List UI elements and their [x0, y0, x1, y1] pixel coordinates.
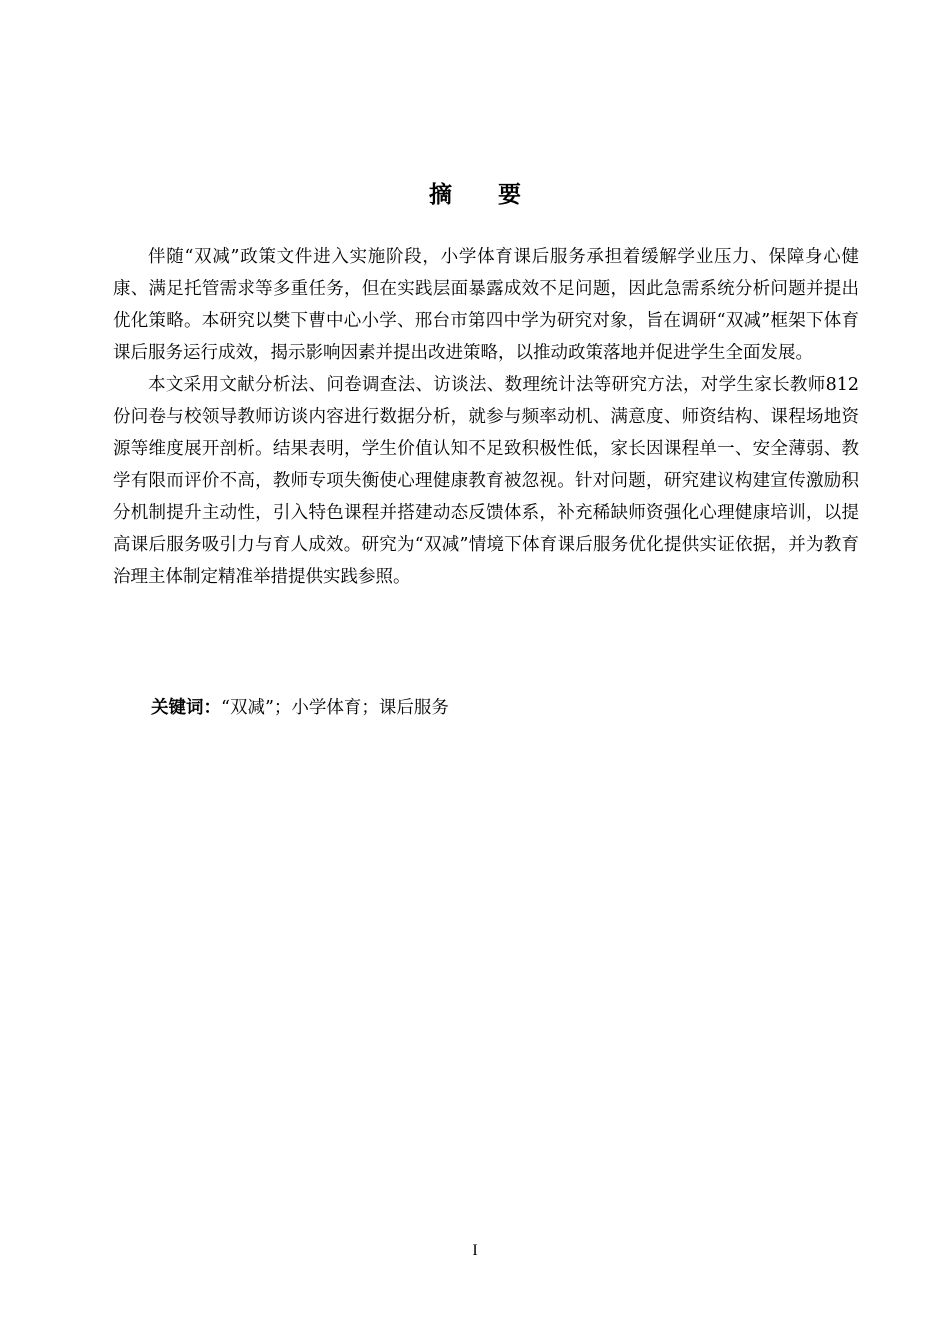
abstract-paragraph-2: 本文采用文献分析法、问卷调查法、访谈法、数理统计法等研究方法，对学生家长教师812份问卷与校领导教师访谈内容进行数据分析，就参与频率动机、满意度、师资结构、课程场地资源等维度展开剖析。结果表明，学生价值认知不足致积极性低，家长因课程单一、安全薄弱、教学有限而评价不高，教师专项失衡使心理健康教育被忽视。针对问题，研究建议构建宣传激励积分机制提升主动性，引入特色课程并搭建动态反馈体系，补充稀缺师资强化心理健康培训，以提高课后服务吸引力与育人成效。研究为“双减”情境下体育课后服务优化提供实证依据，并为教育治理主体制定精准举措提供实践参照。 — [113, 375, 859, 587]
abstract-paragraph-1: 伴随“双减”政策文件进入实施阶段，小学体育课后服务承担着缓解学业压力、保障身心健康、满足托管需求等多重任务，但在实践层面暴露成效不足问题，因此急需系统分析问题并提出优化策略。本研究以樊下曹中心小学、邢台市第四中学为研究对象，旨在调研“双减”框架下体育课后服务运行成效，揭示影响因素并提出改进策略，以推动政策落地并促进学生全面发展。 — [113, 247, 859, 363]
keywords-line — [151, 692, 851, 724]
page-number: I — [472, 1242, 478, 1259]
keywords-label: 关键词： — [151, 698, 221, 718]
keywords-text: “双减”；小学体育；课后服务 — [221, 698, 449, 718]
abstract-body — [113, 241, 859, 593]
abstract-title: 摘要 — [429, 182, 567, 208]
